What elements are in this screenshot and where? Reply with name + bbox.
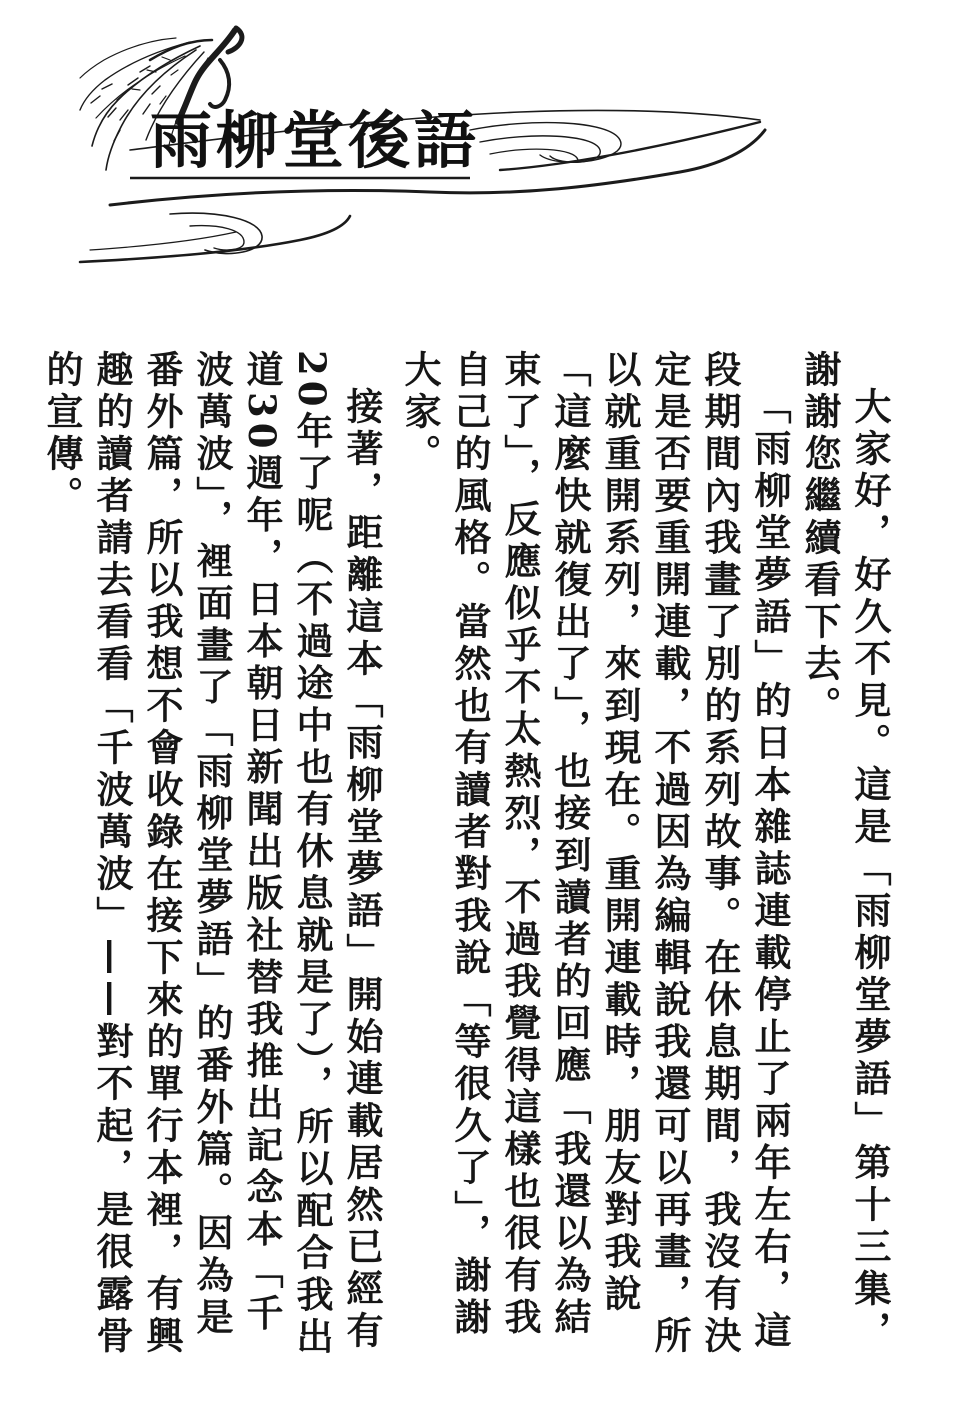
page-title: 雨柳堂後語 bbox=[150, 104, 481, 177]
body-text bbox=[29, 350, 895, 1360]
paragraph-2: 「雨柳堂夢語」的日本雜誌連載停止了兩年左右，這段期間內我畫了別的系列故事。在休息期間，我沒有決定是否要重開連載，不過因為編輯說我還可以再畫，所以就重開系列，來到現在。重開連載時，朋友對我說「這麼快就復出了」，也接到讀者的回應「我還以為結束了」，反應似乎不太熱烈，不過我覺得這樣也很有我自己的風格。當然也有讀者對我說「等很久了」，謝謝大家。 bbox=[398, 350, 792, 1358]
paragraph-1: 大家好，好久不見。這是「雨柳堂夢語」第十三集，謝謝您繼續看下去。 bbox=[798, 350, 892, 1353]
paragraph-3: 接著，距離這本「雨柳堂夢語」開始連載居然已經有20年了呢（不過途中也有休息就是了），所以配合我出道30週年，日本朝日新聞出版社替我推出記念本「千波萬波」，裡面畫了「雨柳堂夢語」的番外篇。因為是番外篇，所以我想不會收錄在接下來的單行本裡，有興趣的讀者請去看看「千波萬波」——對不起，是很露骨的宣傳。 bbox=[40, 350, 384, 1359]
header-decoration bbox=[0, 0, 980, 290]
